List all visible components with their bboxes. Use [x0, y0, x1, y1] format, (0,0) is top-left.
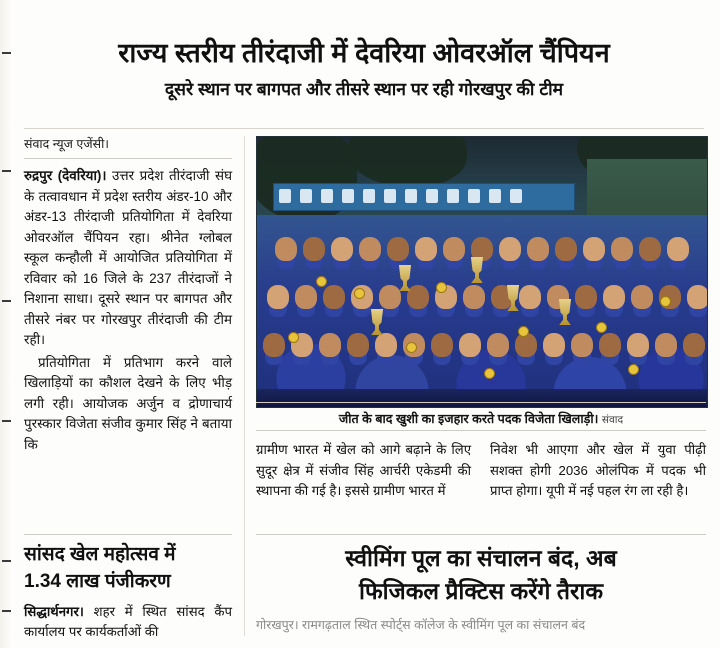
- photo-person: [379, 285, 401, 309]
- photo-credit: संवाद: [601, 414, 624, 426]
- article-column-mid: ग्रामीण भारत में खेल को आगे बढ़ाने के लिए सुदूर क्षेत्र में संजीव सिंह आर्चरी एकेडमी की स्थापना की गई है। इससे ग्रामीण भारत में: [256, 442, 471, 498]
- photo-person: [319, 333, 341, 357]
- article-column-left: [24, 136, 232, 455]
- article-paragraph-2: प्रतियोगिता में प्रतिभाग करने वाले खिलाड़ियों का कौशल देखने के लिए भीड़ लगी रही। आयोजक अर्जुन व द्रोणाचार्य पुरस्कार विजेता संजीव कुमार सिंह ने बताया कि: [24, 354, 232, 452]
- medal-icon: [597, 323, 606, 332]
- photo-person: [527, 237, 549, 261]
- banner-glyph: [510, 189, 522, 203]
- photo-person: [515, 333, 537, 357]
- page-title: राज्य स्तरीय तीरंदाजी में देवरिया ओवरऑल चैंपियन: [118, 38, 610, 68]
- photo-person: [639, 237, 661, 261]
- photo-person: [331, 237, 353, 261]
- banner-glyph: [489, 189, 501, 203]
- divider-caption-bottom: [256, 430, 706, 431]
- photo-caption-text: जीत के बाद खुशी का इजहार करते पदक विजेता खिलाड़ी।: [338, 412, 599, 426]
- photo-person: [387, 237, 409, 261]
- medal-icon: [437, 283, 446, 292]
- divider-byline: [24, 158, 232, 159]
- divider-top: [24, 128, 704, 129]
- edge-mark: [2, 170, 11, 172]
- photo-person: [275, 237, 297, 261]
- photo-person: [583, 237, 605, 261]
- photo-caption: [256, 410, 706, 427]
- photo-person: [443, 237, 465, 261]
- photo-person: [575, 285, 597, 309]
- secondary-story-right-headline-line1: स्वीमिंग पूल का संचालन बंद, अब: [345, 545, 617, 571]
- secondary-story-headline-line2: 1.34 लाख पंजीकरण: [24, 571, 171, 592]
- byline: संवाद न्यूज एजेंसी।: [24, 137, 110, 151]
- edge-mark: [2, 610, 11, 612]
- photo-person: [611, 237, 633, 261]
- secondary-story-right-teaser: गोरखपुर। रामगढ़ताल स्थित स्पोर्ट्स कॉलेज के स्वीमिंग पूल का संचालन बंद: [256, 618, 586, 632]
- divider-story3: [256, 534, 706, 535]
- edge-mark: [2, 560, 11, 562]
- edge-mark: [2, 300, 11, 302]
- secondary-story-right-headline-line2: फिजिकल प्रैक्टिस करेंगे तैराक: [358, 578, 604, 604]
- photo-person: [487, 333, 509, 357]
- photo-person: [263, 333, 285, 357]
- banner-glyph: [426, 189, 438, 203]
- secondary-story-headline-line1: सांसद खेल महोत्सव में: [24, 544, 176, 565]
- banner-glyph: [468, 189, 480, 203]
- secondary-story-body: [24, 602, 232, 642]
- photo-person: [415, 237, 437, 261]
- photo-person: [667, 237, 689, 261]
- edge-mark: [2, 420, 11, 422]
- photo-banner-text: [279, 187, 567, 205]
- photo-person: [683, 333, 705, 357]
- divider-vertical: [244, 136, 245, 636]
- medal-icon: [519, 327, 528, 336]
- photo-person: [627, 333, 649, 357]
- photo-person: [303, 237, 325, 261]
- photo-person: [631, 285, 653, 309]
- medal-icon: [289, 333, 298, 342]
- medal-icon: [485, 369, 494, 378]
- dateline: रुद्रपुर (देवरिया)।: [24, 168, 107, 183]
- photo-person: [347, 333, 369, 357]
- banner-glyph: [384, 189, 396, 203]
- secondary-story-headline: [24, 541, 232, 595]
- medal-icon: [407, 343, 416, 352]
- article-paragraph-1: [24, 166, 232, 351]
- photo-person: [543, 333, 565, 357]
- photo-person: [459, 333, 481, 357]
- photo-floor: [257, 389, 707, 407]
- banner-glyph: [321, 189, 333, 203]
- scan-edge: [0, 0, 14, 648]
- secondary-story-body-text: शहर में स्थित सांसद कैंप कार्यालय पर कार्यकर्ताओं की: [24, 604, 232, 639]
- photo-person: [499, 237, 521, 261]
- article-paragraph-1-text: उत्तर प्रदेश तीरंदाजी संघ के तत्वावधान में प्रदेश स्तरीय अंडर-10 और अंडर-13 तीरंदाजी प्रतियोगिता में देवरिया ओवरऑल चैंपियन रहा। श्रीनेत ग्लोबल स्कूल कन्हौली में आयोजित प्रतियोगिता में रविवार को 16 जिले के 237 तीरंदाजों ने निशाना साधा। दूसरे स्थान पर बागपत और तीसरे नंबर पर गोरखपुर तीरंदाजी की टीम रही।: [24, 168, 233, 347]
- sub-headline: दूसरे स्थान पर बागपत और तीसरे स्थान पर रही गोरखपुर की टीम: [164, 79, 564, 99]
- banner-glyph: [279, 189, 291, 203]
- archery-team-group-photo: [256, 136, 708, 408]
- banner-glyph: [405, 189, 417, 203]
- edge-mark: [2, 52, 11, 54]
- secondary-story-left: [24, 534, 232, 642]
- secondary-story-right-headline: [256, 542, 706, 608]
- photo-person: [407, 285, 429, 309]
- headline-block: [22, 36, 706, 101]
- photo-person: [267, 285, 289, 309]
- photo-person: [519, 285, 541, 309]
- photo-people-row: [267, 285, 708, 309]
- photo-person: [431, 333, 453, 357]
- photo-person: [555, 237, 577, 261]
- divider-story2: [24, 534, 232, 535]
- divider-caption-top: [256, 402, 706, 403]
- photo-person: [599, 333, 621, 357]
- photo-person: [603, 285, 625, 309]
- banner-glyph: [300, 189, 312, 203]
- banner-glyph: [447, 189, 459, 203]
- photo-person: [359, 237, 381, 261]
- photo-person: [571, 333, 593, 357]
- banner-glyph: [363, 189, 375, 203]
- medal-icon: [355, 289, 364, 298]
- medal-icon: [317, 277, 326, 286]
- photo-people-row: [263, 333, 705, 357]
- medal-icon: [661, 297, 670, 306]
- secondary-story-dateline: सिद्धार्थनगर।: [24, 604, 84, 619]
- secondary-story-right: [256, 542, 706, 633]
- photo-person: [655, 333, 677, 357]
- photo-person: [463, 285, 485, 309]
- photo-person: [375, 333, 397, 357]
- medal-icon: [629, 365, 638, 374]
- photo-person: [323, 285, 345, 309]
- photo-person: [295, 285, 317, 309]
- banner-glyph: [342, 189, 354, 203]
- article-column-right: निवेश भी आएगा और खेल में युवा पीढ़ी सशक्त होगी 2036 ओलंपिक में पदक भी प्राप्त होगा। यूपी में नई पहल रंग ला रही है।: [490, 442, 706, 498]
- photo-person: [687, 285, 708, 309]
